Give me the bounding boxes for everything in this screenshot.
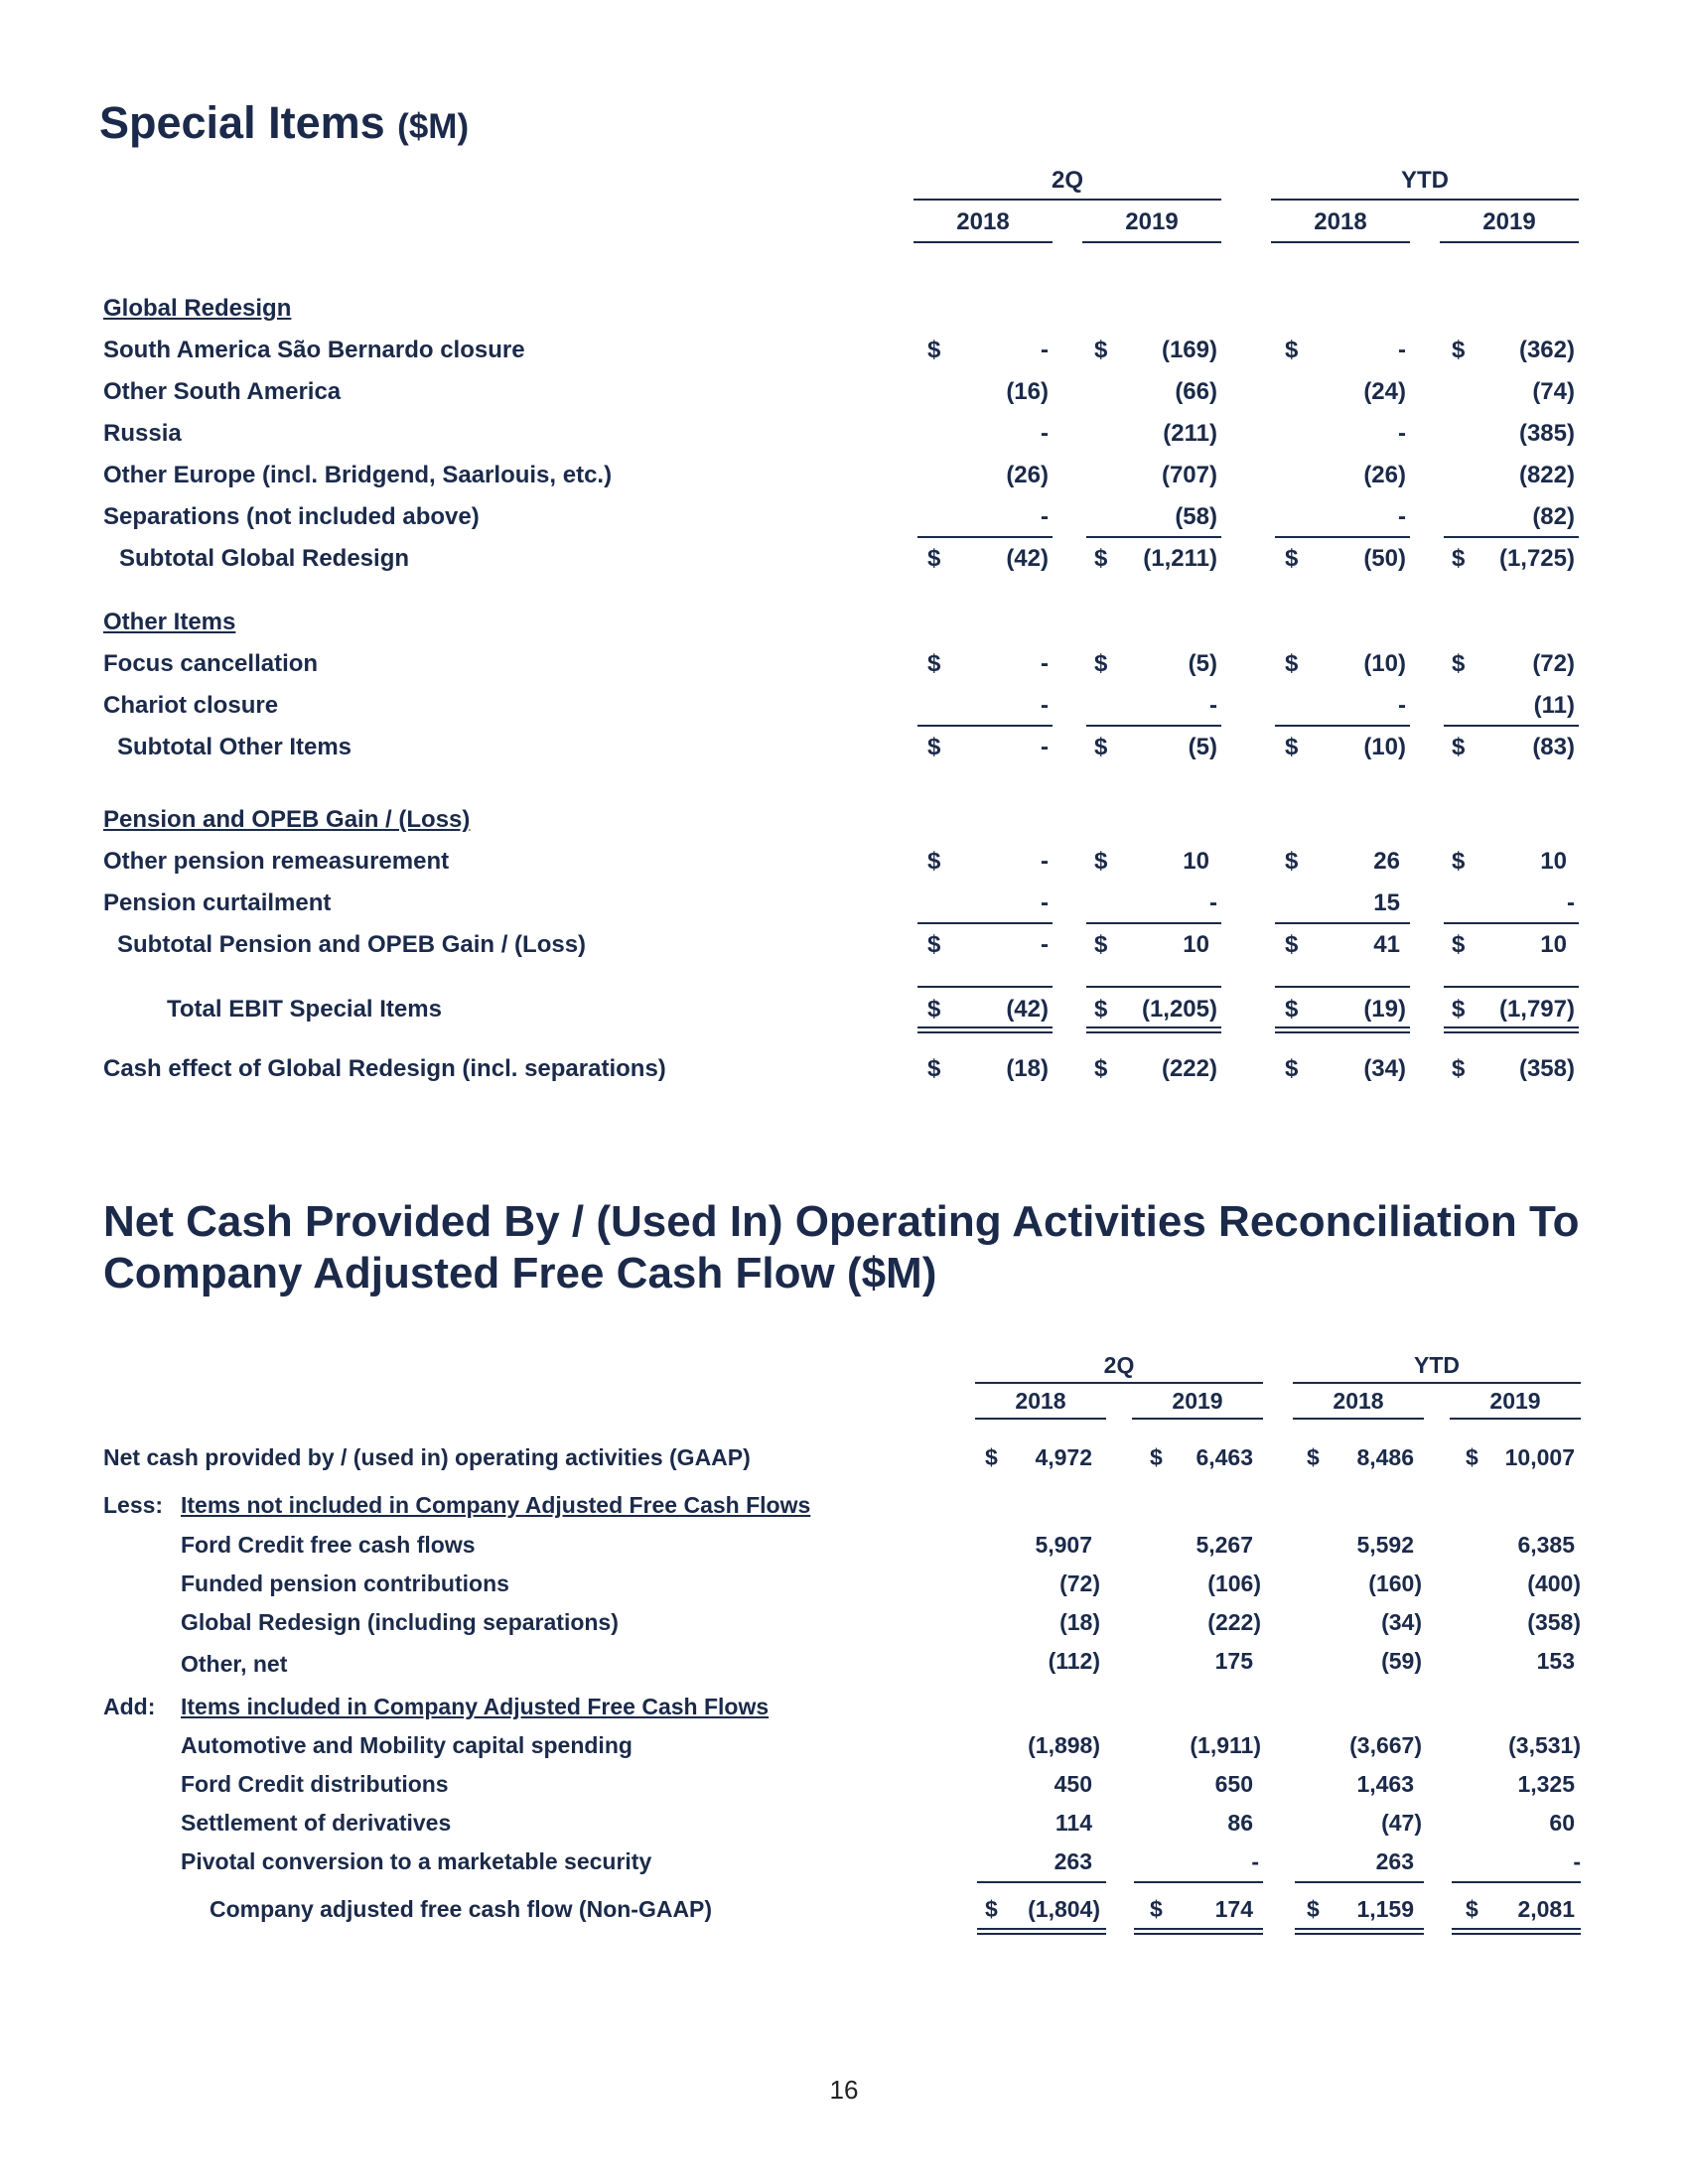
add-row-label: Settlement of derivatives <box>181 1810 452 1836</box>
value: (1,211) <box>1143 545 1217 572</box>
dollar-sign: $ <box>927 337 941 363</box>
value: (10) <box>1363 734 1406 760</box>
value: - <box>1041 931 1049 958</box>
value: (24) <box>1363 378 1406 405</box>
value: (18) <box>1059 1609 1100 1635</box>
value: (82) <box>1532 503 1575 530</box>
total-double-rule <box>1452 1928 1581 1935</box>
total-double-rule <box>1134 1928 1263 1935</box>
dollar-sign: $ <box>1285 734 1299 760</box>
s2-year-rule <box>1450 1418 1581 1420</box>
total-double-rule <box>1086 1026 1221 1033</box>
value: (222) <box>1161 1055 1217 1082</box>
page-number: 16 <box>829 2075 859 2105</box>
value: 6,385 <box>1517 1532 1575 1558</box>
value: (106) <box>1207 1570 1261 1596</box>
add-heading: Items included in Company Adjusted Free Cash Flows <box>181 1694 770 1719</box>
value: (1,911) <box>1190 1732 1261 1758</box>
row-label: Chariot closure <box>103 692 279 719</box>
subtotal-rule <box>1452 1881 1581 1883</box>
row-label: South America São Bernardo closure <box>103 337 525 363</box>
subtotal-rule <box>1295 1881 1424 1883</box>
dollar-sign: $ <box>1307 1444 1320 1470</box>
value: 6,463 <box>1196 1444 1253 1470</box>
dollar-sign: $ <box>1452 337 1466 363</box>
value: (10) <box>1363 650 1406 677</box>
value: (42) <box>1006 996 1049 1023</box>
s1-year-ytd-2018: 2018 <box>1314 208 1367 235</box>
value: (26) <box>1363 462 1406 488</box>
dollar-sign: $ <box>1094 337 1108 363</box>
dollar-sign: $ <box>1094 848 1108 875</box>
value: (1,898) <box>1028 1732 1100 1758</box>
less-row-label: Global Redesign (including separations) <box>181 1609 619 1635</box>
adjusted-fcf-label: Company adjusted free cash flow (Non-GAAP) <box>210 1896 713 1922</box>
value: 5,907 <box>1035 1532 1092 1558</box>
s2-year-2q-2018: 2018 <box>1015 1388 1066 1414</box>
value: - <box>1573 1848 1581 1874</box>
row-label: Russia <box>103 420 182 447</box>
value: - <box>1398 692 1406 719</box>
value: (18) <box>1006 1055 1049 1082</box>
s2-year-2q-2019: 2019 <box>1172 1388 1223 1414</box>
value: 2,081 <box>1517 1896 1575 1922</box>
value: (1,205) <box>1141 996 1217 1023</box>
total-top-rule <box>917 986 1053 988</box>
s1-year-rule <box>914 241 1053 243</box>
value: (112) <box>1048 1648 1100 1674</box>
dollar-sign: $ <box>927 848 941 875</box>
subtotal-rule <box>917 922 1053 924</box>
s2-header-ytd: YTD <box>1414 1352 1460 1378</box>
dollar-sign: $ <box>1285 931 1299 958</box>
dollar-sign: $ <box>1285 996 1299 1023</box>
less-row-label: Ford Credit free cash flows <box>181 1532 476 1558</box>
value: (3,531) <box>1508 1732 1581 1758</box>
dollar-sign: $ <box>1094 996 1108 1023</box>
value: - <box>1041 503 1049 530</box>
row-label: Other South America <box>103 378 342 405</box>
fcf-reconciliation-title <box>103 1196 1579 1299</box>
less-row-label: Funded pension contributions <box>181 1570 509 1596</box>
subtotal-rule <box>1086 536 1221 538</box>
dollar-sign: $ <box>927 996 941 1023</box>
add-row-label: Automotive and Mobility capital spending <box>181 1732 633 1758</box>
value: (42) <box>1006 545 1049 572</box>
s2-header-rule-2q <box>975 1382 1263 1384</box>
dollar-sign: $ <box>1452 848 1466 875</box>
value: 5,592 <box>1356 1532 1414 1558</box>
total-top-rule <box>1275 986 1410 988</box>
s1-year-2q-2019: 2019 <box>1125 208 1179 235</box>
dollar-sign: $ <box>1466 1896 1478 1922</box>
group-heading-pension-opeb: Pension and OPEB Gain / (Loss) <box>103 806 471 833</box>
group-heading-global-redesign: Global Redesign <box>103 295 292 322</box>
value: (5) <box>1188 734 1217 760</box>
add-row-label: Ford Credit distributions <box>181 1771 449 1797</box>
value: - <box>1041 337 1049 363</box>
dollar-sign: $ <box>1094 931 1108 958</box>
subtotal-label: Subtotal Pension and OPEB Gain / (Loss) <box>117 931 587 958</box>
value: (34) <box>1363 1055 1406 1082</box>
add-row-label: Pivotal conversion to a marketable security <box>181 1848 652 1874</box>
net-cash-label: Net cash provided by / (used in) operating activities (GAAP) <box>103 1444 751 1470</box>
special-items-title <box>99 97 469 149</box>
s1-header-rule-ytd <box>1271 199 1579 201</box>
value: 10,007 <box>1504 1444 1575 1470</box>
subtotal-rule <box>1086 922 1221 924</box>
subtotal-rule <box>1275 922 1410 924</box>
subtotal-rule <box>1444 536 1579 538</box>
subtotal-rule <box>1275 536 1410 538</box>
value: (160) <box>1368 1570 1422 1596</box>
row-label: Separations (not included above) <box>103 503 480 530</box>
dollar-sign: $ <box>1285 848 1299 875</box>
dollar-sign: $ <box>927 931 941 958</box>
fcf-title-line-1: Net Cash Provided By / (Used In) Operating Activities Reconciliation To <box>103 1197 1580 1246</box>
value: 60 <box>1549 1810 1575 1836</box>
subtotal-rule <box>917 725 1053 727</box>
subtotal-rule <box>1086 725 1221 727</box>
s2-year-rule <box>975 1418 1106 1420</box>
subtotal-rule <box>1134 1881 1263 1883</box>
value: (707) <box>1161 462 1217 488</box>
total-double-rule <box>1275 1026 1410 1033</box>
less-row-label: Other, net <box>181 1651 288 1677</box>
value: - <box>1041 420 1049 447</box>
group-heading-other-items: Other Items <box>103 609 236 635</box>
dollar-sign: $ <box>1452 650 1466 677</box>
value: 175 <box>1214 1648 1253 1674</box>
dollar-sign: $ <box>1150 1896 1163 1922</box>
dollar-sign: $ <box>1094 1055 1108 1082</box>
dollar-sign: $ <box>1285 337 1299 363</box>
row-label: Focus cancellation <box>103 650 319 677</box>
value: 8,486 <box>1356 1444 1414 1470</box>
value: - <box>1398 420 1406 447</box>
subtotal-rule <box>917 536 1053 538</box>
value: (1,725) <box>1498 545 1575 572</box>
dollar-sign: $ <box>1452 545 1466 572</box>
row-label: Pension curtailment <box>103 889 332 916</box>
dollar-sign: $ <box>927 545 941 572</box>
value: - <box>1041 889 1049 916</box>
value: (59) <box>1381 1648 1422 1674</box>
total-ebit-label: Total EBIT Special Items <box>167 996 442 1023</box>
value: 10 <box>1540 931 1567 958</box>
value: (3,667) <box>1349 1732 1422 1758</box>
total-double-rule <box>1444 1026 1579 1033</box>
s2-header-rule-ytd <box>1293 1382 1581 1384</box>
s2-year-ytd-2019: 2019 <box>1489 1388 1541 1414</box>
dollar-sign: $ <box>1285 650 1299 677</box>
value: - <box>1041 692 1049 719</box>
dollar-sign: $ <box>1452 1055 1466 1082</box>
cash-effect-label: Cash effect of Global Redesign (incl. separations) <box>103 1055 666 1082</box>
dollar-sign: $ <box>1452 996 1466 1023</box>
value: (34) <box>1381 1609 1422 1635</box>
s1-year-rule <box>1440 241 1579 243</box>
value: (211) <box>1163 420 1217 447</box>
s1-year-rule <box>1082 241 1221 243</box>
dollar-sign: $ <box>1285 545 1299 572</box>
s1-year-rule <box>1271 241 1410 243</box>
subtotal-rule <box>1444 922 1579 924</box>
subtotal-rule <box>977 1881 1106 1883</box>
value: 10 <box>1183 848 1209 875</box>
s2-year-rule <box>1132 1418 1263 1420</box>
value: (50) <box>1363 545 1406 572</box>
value: 86 <box>1227 1810 1253 1836</box>
value: (83) <box>1532 734 1575 760</box>
value: 5,267 <box>1196 1532 1253 1558</box>
value: (385) <box>1518 420 1575 447</box>
less-heading: Items not included in Company Adjusted Free Cash Flows <box>181 1492 811 1518</box>
subtotal-rule <box>1444 725 1579 727</box>
value: (72) <box>1059 1570 1100 1596</box>
value: (1,797) <box>1498 996 1575 1023</box>
dollar-sign: $ <box>927 1055 941 1082</box>
subtotal-label: Subtotal Other Items <box>117 734 352 760</box>
value: 650 <box>1214 1771 1253 1797</box>
value: (19) <box>1363 996 1406 1023</box>
value: 10 <box>1540 848 1567 875</box>
value: (74) <box>1532 378 1575 405</box>
dollar-sign: $ <box>1094 650 1108 677</box>
row-label: Other Europe (incl. Bridgend, Saarlouis, etc.) <box>103 462 613 488</box>
s2-year-rule <box>1293 1418 1424 1420</box>
value: 4,972 <box>1035 1444 1092 1470</box>
value: (5) <box>1188 650 1217 677</box>
value: - <box>1398 503 1406 530</box>
add-prefix: Add: <box>103 1694 156 1719</box>
value: (26) <box>1006 462 1049 488</box>
dollar-sign: $ <box>1094 734 1108 760</box>
value: 41 <box>1373 931 1400 958</box>
total-double-rule <box>977 1928 1106 1935</box>
value: 263 <box>1375 1848 1414 1874</box>
value: (1,804) <box>1028 1896 1100 1922</box>
s1-year-2q-2018: 2018 <box>956 208 1010 235</box>
value: (16) <box>1006 378 1049 405</box>
dollar-sign: $ <box>1094 545 1108 572</box>
total-top-rule <box>1086 986 1221 988</box>
value: (822) <box>1518 462 1575 488</box>
value: - <box>1041 734 1049 760</box>
value: (72) <box>1532 650 1575 677</box>
value: 15 <box>1373 889 1400 916</box>
s2-year-ytd-2018: 2018 <box>1333 1388 1384 1414</box>
value: 174 <box>1214 1896 1253 1922</box>
dollar-sign: $ <box>985 1444 998 1470</box>
dollar-sign: $ <box>1307 1896 1320 1922</box>
value: 26 <box>1373 848 1400 875</box>
value: - <box>1209 889 1217 916</box>
row-label: Other pension remeasurement <box>103 848 450 875</box>
dollar-sign: $ <box>927 650 941 677</box>
value: - <box>1041 848 1049 875</box>
special-items-title-unit: ($M) <box>397 107 470 146</box>
value: (11) <box>1533 692 1575 719</box>
dollar-sign: $ <box>1150 1444 1163 1470</box>
value: 153 <box>1536 1648 1575 1674</box>
less-prefix: Less: <box>103 1492 164 1518</box>
value: 263 <box>1054 1848 1092 1874</box>
value: 10 <box>1183 931 1209 958</box>
s1-header-rule-2q <box>914 199 1221 201</box>
value: - <box>1567 889 1575 916</box>
value: (400) <box>1527 1570 1581 1596</box>
s1-header-ytd: YTD <box>1401 167 1449 194</box>
value: - <box>1398 337 1406 363</box>
subtotal-label: Subtotal Global Redesign <box>119 545 410 572</box>
dollar-sign: $ <box>1452 734 1466 760</box>
value: (58) <box>1175 503 1217 530</box>
value: - <box>1209 692 1217 719</box>
subtotal-rule <box>1275 725 1410 727</box>
value: (169) <box>1161 337 1217 363</box>
special-items-title-text: Special Items <box>99 97 385 148</box>
value: (362) <box>1518 337 1575 363</box>
total-top-rule <box>1444 986 1579 988</box>
value: (358) <box>1518 1055 1575 1082</box>
s1-year-ytd-2019: 2019 <box>1482 208 1536 235</box>
value: 114 <box>1055 1810 1092 1836</box>
dollar-sign: $ <box>927 734 941 760</box>
value: (47) <box>1381 1810 1422 1836</box>
value: 1,159 <box>1356 1896 1414 1922</box>
dollar-sign: $ <box>985 1896 998 1922</box>
value: (358) <box>1527 1609 1581 1635</box>
s2-header-2q: 2Q <box>1103 1352 1135 1378</box>
dollar-sign: $ <box>1466 1444 1478 1470</box>
value: 450 <box>1054 1771 1092 1797</box>
value: - <box>1041 650 1049 677</box>
total-double-rule <box>917 1026 1053 1033</box>
fcf-title-line-2: Company Adjusted Free Cash Flow ($M) <box>103 1249 937 1297</box>
dollar-sign: $ <box>1285 1055 1299 1082</box>
value: (66) <box>1175 378 1217 405</box>
value: 1,325 <box>1517 1771 1575 1797</box>
dollar-sign: $ <box>1452 931 1466 958</box>
value: - <box>1251 1848 1259 1874</box>
s1-header-2q: 2Q <box>1051 167 1083 194</box>
total-double-rule <box>1295 1928 1424 1935</box>
value: (222) <box>1207 1609 1261 1635</box>
value: 1,463 <box>1356 1771 1414 1797</box>
